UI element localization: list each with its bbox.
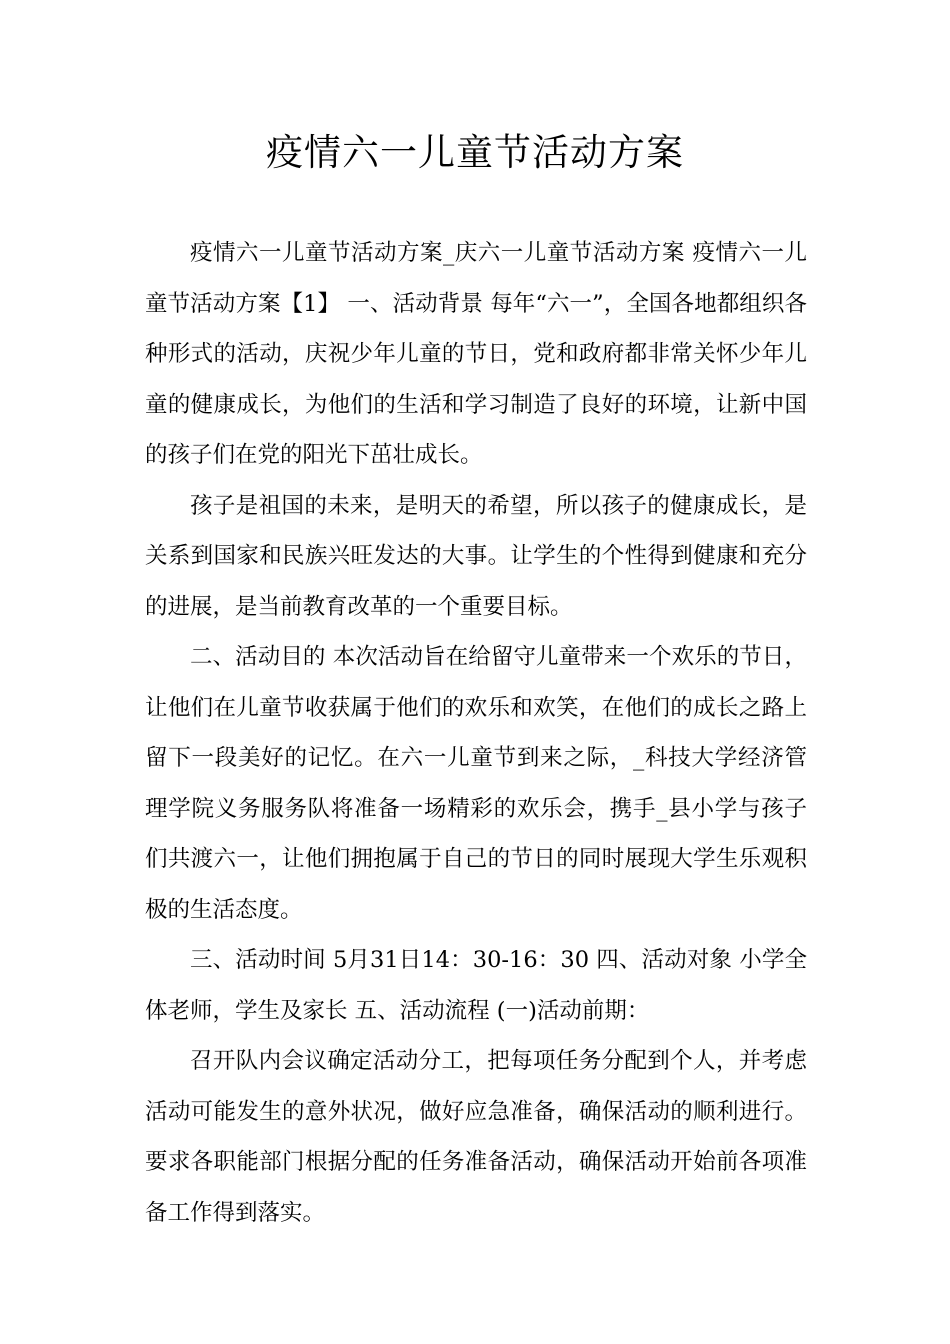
document-body [145, 228, 807, 1238]
document-title: 疫情六一儿童节活动方案 [266, 131, 684, 174]
paragraph-children-future: 孩子是祖国的未来，是明天的希望，所以孩子的健康成长，是关系到国家和民族兴旺发达的大事。让学生的个性得到健康和充分的进展，是当前教育改革的一个重要目标。 [145, 492, 807, 620]
paragraph-activity-purpose: 二、活动目的 本次活动旨在给留守儿童带来一个欢乐的节日，让他们在儿童节收获属于他们的欢乐和欢笑，在他们的成长之路上留下一段美好的记忆。在六一儿童节到来之际，_科技大学经济管理学院义务服务队将准备一场精彩的欢乐会，携手_县小学与孩子们共渡六一，让他们拥抱属于自己的节日的同时展现大学生乐观积极的生活态度。 [145, 644, 807, 923]
paragraph-activity-time: 三、活动时间 5月31日14：30-16：30 四、活动对象 小学全体老师，学生及家长 五、活动流程 (一)活动前期： [145, 947, 807, 1024]
paragraph-preparation: 召开队内会议确定活动分工，把每项任务分配到个人，并考虑活动可能发生的意外状况，做好应急准备，确保活动的顺利进行。要求各职能部门根据分配的任务准备活动，确保活动开始前各项准备工作得到落实。 [145, 1048, 807, 1226]
paragraph-background: 疫情六一儿童节活动方案_庆六一儿童节活动方案 疫情六一儿童节活动方案【1】 一、活动背景 每年“六一”，全国各地都组织各种形式的活动，庆祝少年儿童的节日，党和政府都非常关怀少年儿童的健康成长，为他们的生活和学习制造了良好的环境，让新中国的孩子们在党的阳光下茁壮成长。 [145, 240, 807, 468]
